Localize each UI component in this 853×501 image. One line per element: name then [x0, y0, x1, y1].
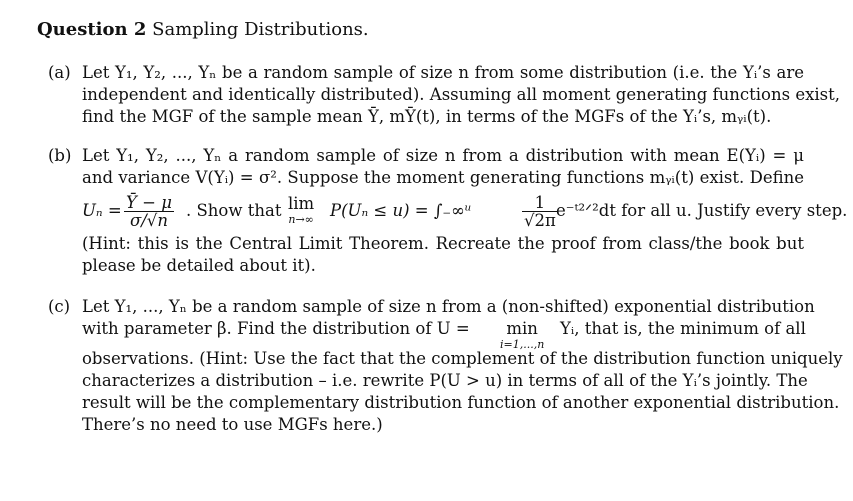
formula-norm-wrap	[522, 189, 558, 233]
part-c-label: (c)	[48, 297, 71, 316]
limit-bottom: n→∞	[288, 212, 314, 226]
part-c	[48, 296, 843, 466]
normal-numerator: 1	[522, 194, 558, 212]
formula-lhs: Uₙ =	[82, 201, 122, 220]
min-line-before: with parameter β. Find the distribution of U =	[82, 319, 470, 338]
formula-fraction-wrap	[124, 189, 174, 233]
min-bottom: i=1,...,n	[500, 338, 545, 351]
formula-limit-wrap	[288, 189, 314, 233]
normal-constant-fraction	[522, 194, 558, 229]
min-line-after: Yᵢ, that is, the minimum of all	[560, 319, 806, 338]
formula-probability: P(Uₙ ≤ u) = ∫₋∞ᵘ	[330, 201, 472, 220]
question-heading	[37, 18, 369, 42]
part-b-line-2: and variance V(Yᵢ) = σ². Suppose the moment generating functions mᵧᵢ(t) exist. Define	[82, 168, 804, 187]
min-operator	[500, 321, 544, 353]
limit-operator	[288, 193, 315, 228]
part-b	[48, 145, 848, 285]
fraction-denominator: σ/√n	[129, 211, 168, 230]
part-c-line-6: There’s no need to use MGFs here.)	[82, 415, 383, 434]
part-b-label: (b)	[48, 146, 72, 165]
part-c-line-5: result will be the complementary distribution function of another exponential distribution.	[82, 393, 840, 412]
part-c-line-4: characterizes a distribution – i.e. rewrite P(U > u) in terms of all of the Yᵢ’s jointly. The	[82, 371, 808, 390]
question-number: Question 2	[37, 19, 147, 40]
part-a-body	[82, 62, 841, 128]
part-c-min-line	[82, 318, 806, 351]
part-a-line-1: Let Y₁, Y₂, ..., Yₙ be a random sample of size n from some distribution (i.e. the Yᵢ’s are	[82, 63, 804, 82]
part-b-formula	[82, 189, 848, 233]
part-a-line-2: independent and identically distributed). Assuming all moment generating functions exist,	[82, 85, 841, 104]
part-a-label: (a)	[48, 63, 71, 82]
standardized-fraction	[124, 194, 174, 229]
part-c-line-3: observations. (Hint: Use the fact that the complement of the distribution function uniquely	[82, 349, 843, 368]
normal-denominator: √2π	[524, 211, 556, 230]
part-c-body	[82, 296, 843, 436]
formula-tail: e⁻ᵗ²ᐟ²dt for all u. Justify every step.	[556, 201, 848, 220]
part-b-hint-line-2: please be detailed about it).	[82, 256, 316, 275]
limit-top: lim	[288, 193, 315, 213]
question-title: Sampling Distributions.	[152, 19, 369, 40]
part-a-line-3: find the MGF of the sample mean Ȳ, mȲ(t), in terms of the MGFs of the Yᵢ’s, mᵧᵢ(t).	[82, 107, 772, 126]
fraction-numerator: Ȳ − μ	[126, 193, 172, 212]
part-b-hint-line-1: (Hint: this is the Central Limit Theorem. Recreate the proof from class/the book but	[82, 234, 804, 253]
part-a	[48, 62, 841, 132]
min-top: min	[506, 319, 538, 338]
part-c-line-1: Let Y₁, ..., Yₙ be a random sample of size n from a (non-shifted) exponential distribution	[82, 297, 815, 316]
formula-show-that: . Show that	[186, 201, 282, 220]
part-b-line-1: Let Y₁, Y₂, ..., Yₙ a random sample of size n from a distribution with mean E(Yᵢ) = μ	[82, 146, 804, 165]
part-b-body	[82, 145, 848, 277]
